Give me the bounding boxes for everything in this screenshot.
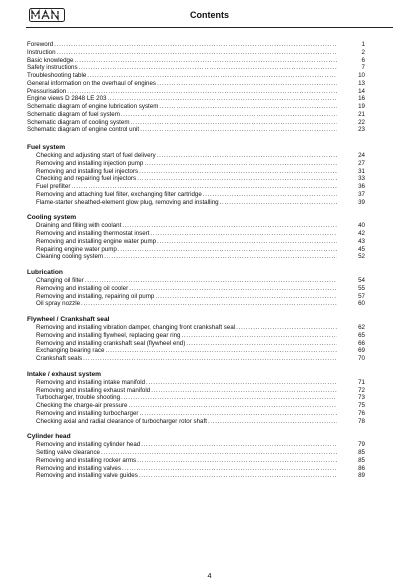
dot-leader [101,449,337,457]
toc-entry[interactable] [36,410,365,418]
toc-entry-page: 27 [358,159,365,167]
toc-entry-page: 86 [358,464,365,472]
toc-entry-page: 54 [358,277,365,284]
toc-entry[interactable] [36,160,365,168]
dot-leader [71,183,337,191]
toc-entry-title: Setting valve clearance [36,449,100,456]
toc-entry-page: 2 [361,48,365,56]
toc-entry-page: 62 [358,324,365,331]
dot-leader [85,277,337,285]
dot-leader [105,347,337,355]
toc-entry[interactable] [36,402,365,410]
toc-entry[interactable] [36,238,365,246]
toc-entry[interactable] [36,387,365,395]
toc-entry-title: Exchanging bearing race [36,347,105,355]
toc-entry-title: Removing and installing, repairing oil pump [36,292,155,300]
dot-leader [57,49,337,57]
toc-entry-page: 85 [358,456,365,464]
toc-entry-title: Changing oil filter [36,277,84,284]
toc-entry-title: Safety instructions [27,64,78,72]
toc-entry-page: 85 [358,449,365,456]
section-heading: Intake / exhaust system [27,370,102,378]
toc-entry[interactable] [27,119,365,127]
toc-entry-title: Removing and installing intake manifold [36,378,146,386]
toc-entry[interactable] [36,379,365,387]
dot-leader [181,332,337,340]
toc-entry-title: Removing and installing fuel injectors [36,167,139,175]
toc-entry-title: Removing and installing thermostat insert [36,230,150,237]
toc-entry-title: Schematic diagram of cooling system [27,118,130,126]
toc-entry-page: 79 [358,441,365,449]
toc-entry-page: 16 [358,95,365,103]
toc-entry-page: 10 [358,72,365,79]
toc-entry-page: 1 [361,41,365,48]
toc-entry-title: Checking and repairing fuel injectors [36,175,137,183]
toc-entry[interactable] [36,324,365,332]
dot-leader [140,410,338,418]
dot-leader [81,300,337,308]
section-heading: Lubrication [27,269,63,276]
toc-entry-page: 40 [358,222,365,230]
dot-leader [203,191,337,199]
dot-leader [186,340,337,348]
toc-entry[interactable] [36,285,365,293]
toc-entry-page: 21 [358,110,365,118]
toc-entry[interactable] [27,64,365,72]
toc-entry-page: 19 [358,103,365,110]
toc-entry-title: Troubleshooting table [27,72,87,79]
dot-leader [220,199,337,207]
toc-entry-title: Removing and installing engine water pump [36,237,157,245]
toc-entry[interactable] [27,126,365,134]
dot-leader [128,402,337,410]
toc-entry-title: Removing and installing cylinder head [36,441,141,449]
toc-entry-page: 31 [358,167,365,175]
toc-entry-title: Checking and adjusting start of fuel delivery [36,152,156,159]
toc-entry[interactable] [36,449,365,457]
toc-entry-title: General information on the overhaul of engines [27,79,156,87]
toc-entry[interactable] [27,88,365,96]
section-heading: Cooling system [27,214,77,222]
toc-entry-page: 89 [358,472,365,480]
toc-entry[interactable] [36,277,365,285]
dot-leader [129,285,337,293]
dot-leader [67,88,337,96]
dot-leader [121,111,337,119]
toc-entry-title: Removing and installing valves [36,464,121,472]
toc-entry-title: Fuel prefilter [36,183,71,190]
toc-entry-title: Crankshaft seals [36,355,83,362]
toc-entry-title: Schematic diagram of engine lubrication system [27,103,159,110]
toc-entry-page: 22 [358,118,365,126]
dot-leader [54,41,337,49]
toc-entry[interactable] [36,441,365,449]
toc-entry-page: 71 [358,378,365,386]
toc-entry-title: Removing and installing vibration damper, changing front crankshaft seal [36,324,236,331]
dot-leader [83,355,337,363]
toc-entry-title: Foreword [27,41,54,48]
toc-entry-page: 45 [358,245,365,253]
dot-leader [118,246,337,254]
section-heading: Fuel system [27,144,66,151]
toc-entry[interactable] [36,246,365,254]
dot-leader [157,80,337,88]
toc-entry[interactable] [27,49,365,57]
header-divider [26,27,393,28]
toc-entry[interactable] [36,465,365,473]
toc-entry[interactable] [27,80,365,88]
toc-entry-title: Turbocharger, trouble shooting [36,394,121,402]
toc-entry-title: Cleaning cooling system [36,253,104,261]
toc-entry[interactable] [36,394,365,402]
toc-entry-title: Instruction [27,48,56,56]
dot-leader [87,72,337,80]
toc-entry[interactable] [27,95,365,103]
dot-leader [139,168,337,176]
page-title: Contents [190,10,229,20]
toc-entry-page: 72 [358,386,365,394]
toc-entry[interactable] [36,168,365,176]
table-of-contents [27,41,365,480]
toc-entry-page: 73 [358,394,365,402]
page-number: 4 [207,571,212,580]
toc-entry-page: 52 [358,253,365,261]
toc-entry-page: 42 [358,230,365,237]
dot-leader [157,238,337,246]
dot-leader [151,387,337,395]
toc-entry[interactable] [36,152,365,160]
dot-leader [144,160,337,168]
dot-leader [122,465,337,473]
toc-entry-page: 33 [358,175,365,183]
toc-entry[interactable] [27,103,365,111]
dot-leader [107,95,337,103]
toc-entry[interactable] [36,472,365,480]
toc-entry-title: Pressurisation [27,87,67,95]
dot-leader [122,222,337,230]
toc-entry[interactable] [36,222,365,230]
toc-entry-title: Removing and installing exhaust manifold [36,386,151,394]
toc-entry-page: 66 [358,339,365,347]
toc-entry-title: Schematic diagram of fuel system [27,110,120,118]
dot-leader [155,293,337,301]
dot-leader [137,175,337,183]
toc-entry[interactable] [36,199,365,207]
dot-leader [139,472,337,480]
toc-entry-title: Draining and filling with coolant [36,222,122,230]
toc-entry-page: 13 [358,79,365,87]
toc-entry-title: Removing and installing valve guides [36,472,138,480]
toc-entry-title: Basic knowledge [27,56,74,64]
toc-entry[interactable] [36,347,365,355]
toc-entry-page: 55 [358,284,365,292]
toc-entry-title: Removing and installing oil cooler [36,284,129,292]
toc-entry[interactable] [36,183,365,191]
toc-entry-title: Checking the charge-air pressure [36,402,128,409]
toc-entry-page: 43 [358,237,365,245]
toc-entry-page: 60 [358,300,365,308]
toc-entry-page: 78 [358,417,365,425]
toc-entry[interactable] [36,355,365,363]
toc-entry-title: Removing and installing crankshaft seal (flywheel end) [36,339,186,347]
toc-entry-page: 24 [358,152,365,159]
toc-entry[interactable] [27,57,365,65]
toc-entry-title: Removing and attaching fuel filter, exchanging filter cartridge [36,190,202,198]
dot-leader [159,103,337,111]
toc-entry[interactable] [27,41,365,49]
toc-entry[interactable] [36,418,365,426]
toc-entry-title: Removing and installing rocker arms [36,456,137,464]
toc-entry-page: 57 [358,292,365,300]
toc-entry[interactable] [36,340,365,348]
toc-entry-page: 69 [358,347,365,355]
toc-entry-title: Checking axial and radial clearance of turbocharger rotor shaft [36,417,207,425]
toc-entry-page: 76 [358,409,365,417]
toc-entry[interactable] [27,72,365,80]
dot-leader [137,457,337,465]
dot-leader [74,57,337,65]
dot-leader [121,394,337,402]
toc-entry[interactable] [36,253,365,261]
toc-entry[interactable] [36,175,365,183]
toc-entry-page: 65 [358,331,365,339]
toc-entry-title: Removing and installing flywheel, replacing gear ring [36,331,181,339]
toc-entry[interactable] [36,191,365,199]
toc-entry-title: Repairing engine water pump [36,245,117,253]
toc-entry[interactable] [36,332,365,340]
toc-entry-title: Removing and installing turbocharger [36,409,139,417]
dot-leader [236,324,337,332]
dot-leader [157,152,337,160]
toc-entry-page: 7 [361,64,365,72]
toc-entry-page: 70 [358,355,365,362]
toc-entry-page: 36 [358,183,365,190]
toc-entry[interactable] [36,300,365,308]
toc-entry[interactable] [27,111,365,119]
toc-entry-page: 23 [358,126,365,134]
dot-leader [140,126,337,134]
toc-entry-page: 37 [358,190,365,198]
dot-leader [79,64,337,72]
dot-leader [130,119,337,127]
toc-entry-page: 39 [358,198,365,206]
dot-leader [146,379,337,387]
toc-entry-title: Oil spray nozzle [36,300,81,308]
toc-entry[interactable] [36,457,365,465]
dot-leader [151,230,338,238]
toc-entry-title: Engine views D 2848 LE 203 [27,95,107,103]
toc-entry[interactable] [36,230,365,238]
toc-entry-page: 14 [358,87,365,95]
section-heading: Flywheel / Crankshaft seal [27,316,110,323]
toc-entry-title: Flame-starter sheathed-element glow plug, removing and installing [36,198,219,206]
dot-leader [208,418,337,426]
dot-leader [104,253,337,261]
toc-entry-title: Removing and installing injection pump [36,159,144,167]
toc-entry-page: 6 [361,56,365,64]
toc-entry-page: 75 [358,402,365,409]
toc-entry-title: Schematic diagram of engine control unit [27,126,140,134]
section-heading: Cylinder head [27,433,71,441]
toc-entry[interactable] [36,293,365,301]
dot-leader [141,441,337,449]
